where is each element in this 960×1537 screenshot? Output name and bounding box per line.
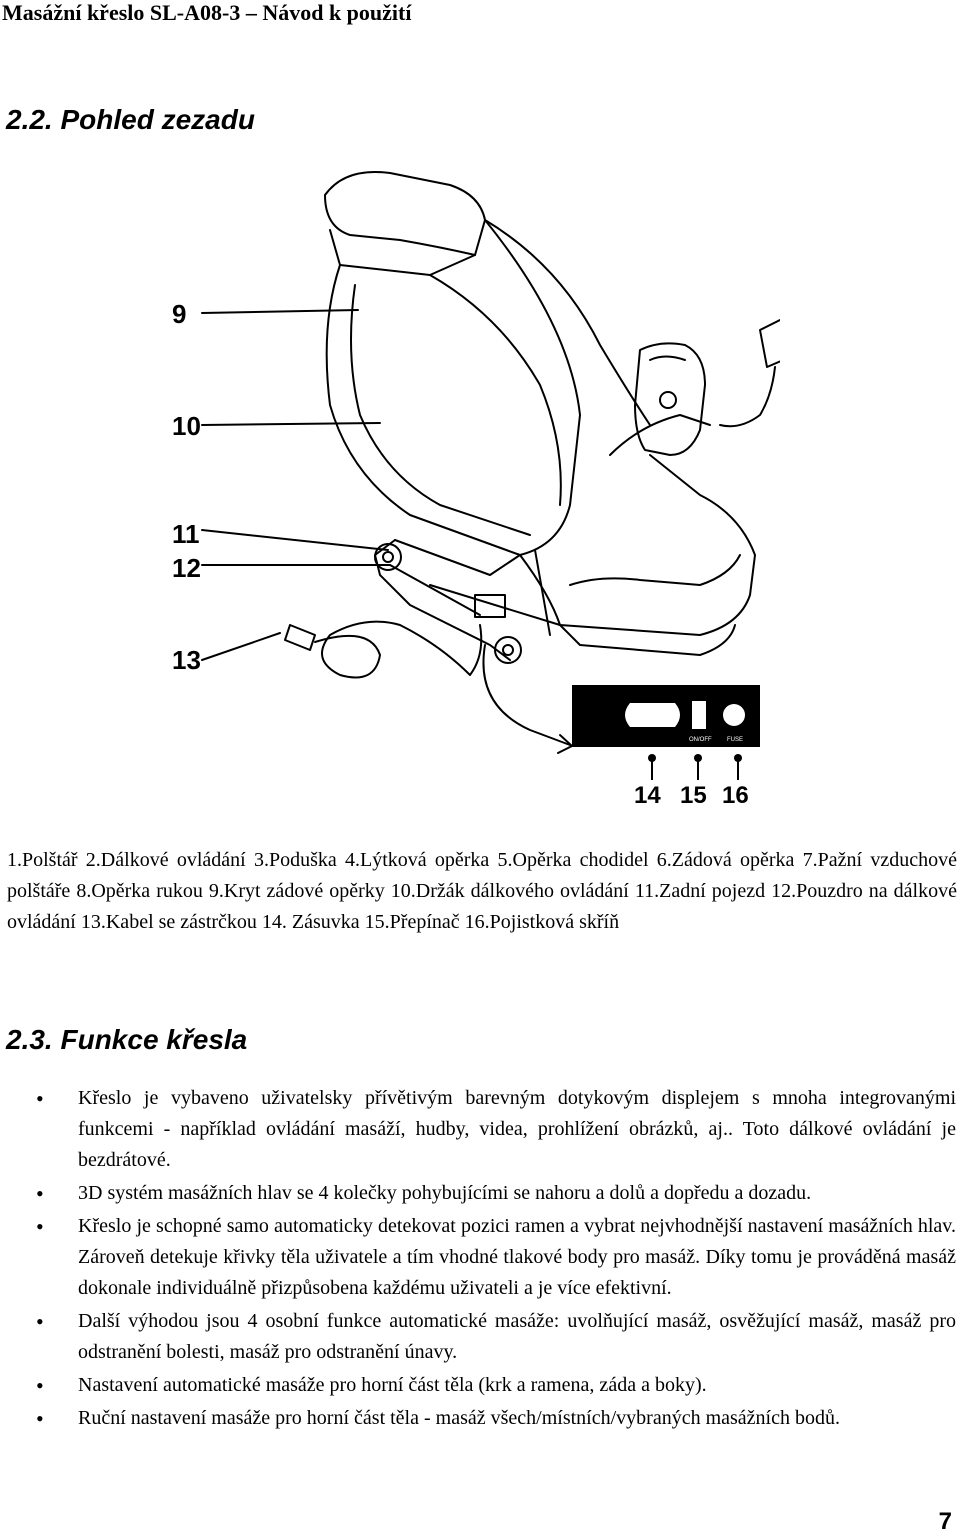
chair-rear-view-illustration xyxy=(140,155,780,825)
callout-13: 13 xyxy=(172,645,201,675)
callout-10: 10 xyxy=(172,411,201,441)
page-header: Masážní křeslo SL-A08-3 – Návod k použití xyxy=(2,0,412,25)
callout-14: 14 xyxy=(634,782,661,809)
fuse-label: FUSE xyxy=(727,737,744,743)
callout-16: 16 xyxy=(722,782,749,809)
list-item: • Ruční nastavení masáže pro horní část těla - masáž všech/místních/vybraných masážních bodů. xyxy=(0,1403,956,1434)
section-title-functions: 2.3. Funkce křesla xyxy=(6,1024,248,1055)
list-item: • Křeslo je vybaveno uživatelsky přívětivým barevným dotykovým displejem s mnoha integrovanými funkcemi - například ovládání masáží, hudby, videa, prohlížení obrázků, aj.. Toto dálkové ovládání je bezdrátové. xyxy=(0,1083,956,1176)
callout-12: 12 xyxy=(172,553,201,583)
parts-legend: 1.Polštář 2.Dálkové ovládání 3.Poduška 4.Lýtková opěrka 5.Opěrka chodidel 6.Zádová opěrka 7.Pažní vzduchové polštáře 8.Opěrka rukou 9.Kryt zádové opěrky 10.Držák dálkového ovládání 11.Zadní pojezd 12.Pouzdro na dálkové ovládání 13.Kabel se zástrčkou 14. Zásuvka 15.Přepínač 16.Pojistková skříň xyxy=(7,849,957,933)
list-item: • Nastavení automatické masáže pro horní část těla (krk a ramena, záda a boky). xyxy=(0,1370,956,1401)
rear-panel xyxy=(572,685,760,747)
callout-9: 9 xyxy=(172,299,187,329)
switch-label: ON/OFF xyxy=(689,737,712,743)
list-item: • Další výhodou jsou 4 osobní funkce automatické masáže: uvolňující masáž, osvěžující masáž, masáž pro odstranění bolesti, masáž pro odstranění únavy. xyxy=(0,1306,956,1368)
page-number: 7 xyxy=(938,1508,952,1535)
callout-11: 11 xyxy=(172,519,200,549)
callout-15: 15 xyxy=(680,782,707,809)
feature-list xyxy=(0,1083,956,1436)
section-title-rear-view: 2.2. Pohled zezadu xyxy=(6,104,255,135)
list-item: • 3D systém masážních hlav se 4 kolečky pohybujícími se nahoru a dolů a dopředu a dozadu. xyxy=(0,1178,956,1209)
list-item: • Křeslo je schopné samo automaticky detekovat pozici ramen a vybrat nejvhodnější nastavení masážních hlav. Zároveň detekuje křivky těla uživatele a tím vhodné tlakové body pro masáž. Díky tomu je prováděná masáž dokonale individuálně přizpůsobena každému uživateli a je více efektivní. xyxy=(0,1211,956,1304)
